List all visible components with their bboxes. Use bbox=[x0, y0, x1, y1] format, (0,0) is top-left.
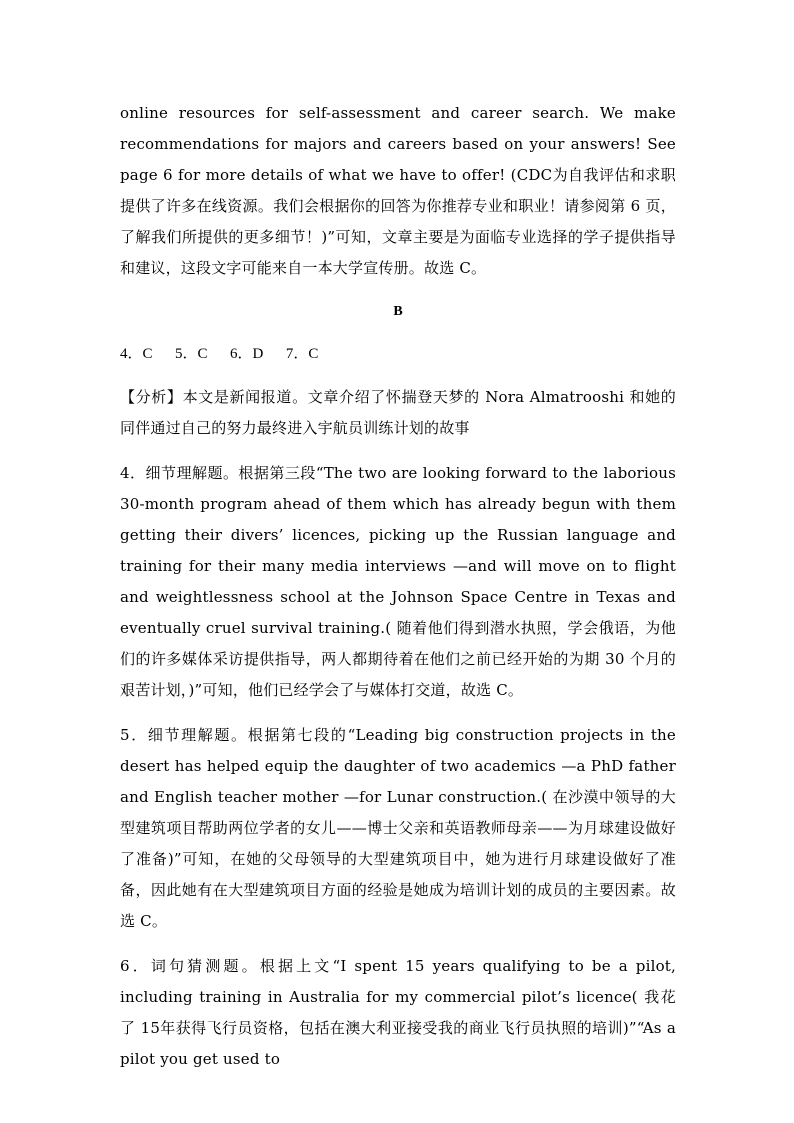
question-4-paragraph: 4．细节理解题。根据第三段“The two are looking forward to the laborious 30-month program ahead of them which has already begun with them getting their divers’ licences, picking up the Russian language and training for their many media interviews —and will move on to flight and weightlessness school at the Johnson Space Centre in Texas and eventually cruel survival training.( 随着他们得到潜水执照，学会俄语，为他们的许多媒体采访提供指导，两人都期待着在他们之前已经开始的为期 30 个月的艰苦计划，)”可知，他们已经学会了与媒体打交道，故选 C。 bbox=[120, 464, 676, 699]
intro-paragraph: online resources for self-assessment and career search. We make recommendations for majors and careers based on your answers! See page 6 for more details of what we have to offer! (CDC为自我评估和求职提供了许多在线资源。我们会根据你的回答为你推荐专业和职业！请参阅第 6 页，了解我们所提供的更多细节！)”可知，文章主要是为面临专业选择的学子提供指导和建议，这段文字可能来自一本大学宣传册。故选 C。 bbox=[120, 104, 676, 277]
document-body bbox=[120, 98, 676, 1089]
question-6-paragraph: 6．词句猜测题。根据上文“I spent 15 years qualifying to be a pilot, including training in Australia for my commercial pilot’s licence( 我花了 15年获得飞行员资格，包括在澳大利亚接受我的商业飞行员执照的培训)”“As a pilot you get used to bbox=[120, 957, 676, 1068]
answers-line: 4．C 5．C 6．D 7．C bbox=[120, 346, 319, 362]
analysis-paragraph: 【分析】本文是新闻报道。文章介绍了怀揣登天梦的 Nora Almatrooshi 和她的同伴通过自己的努力最终进入宇航员训练计划的故事 bbox=[120, 388, 676, 437]
question-5-paragraph: 5．细节理解题。根据第七段的“Leading big construction projects in the desert has helped equip the daughter of two academics —a PhD father and English teacher mother —for Lunar construction.( 在沙漠中领导的大型建筑项目帮助两位学者的女儿——博士父亲和英语教师母亲——为月球建设做好了准备)”可知，在她的父母领导的大型建筑项目中，她为进行月球建设做好了准备，因此她有在大型建筑项目方面的经验是她成为培训计划的成员的主要因素。故选 C。 bbox=[120, 726, 676, 930]
section-title: B bbox=[393, 304, 403, 319]
